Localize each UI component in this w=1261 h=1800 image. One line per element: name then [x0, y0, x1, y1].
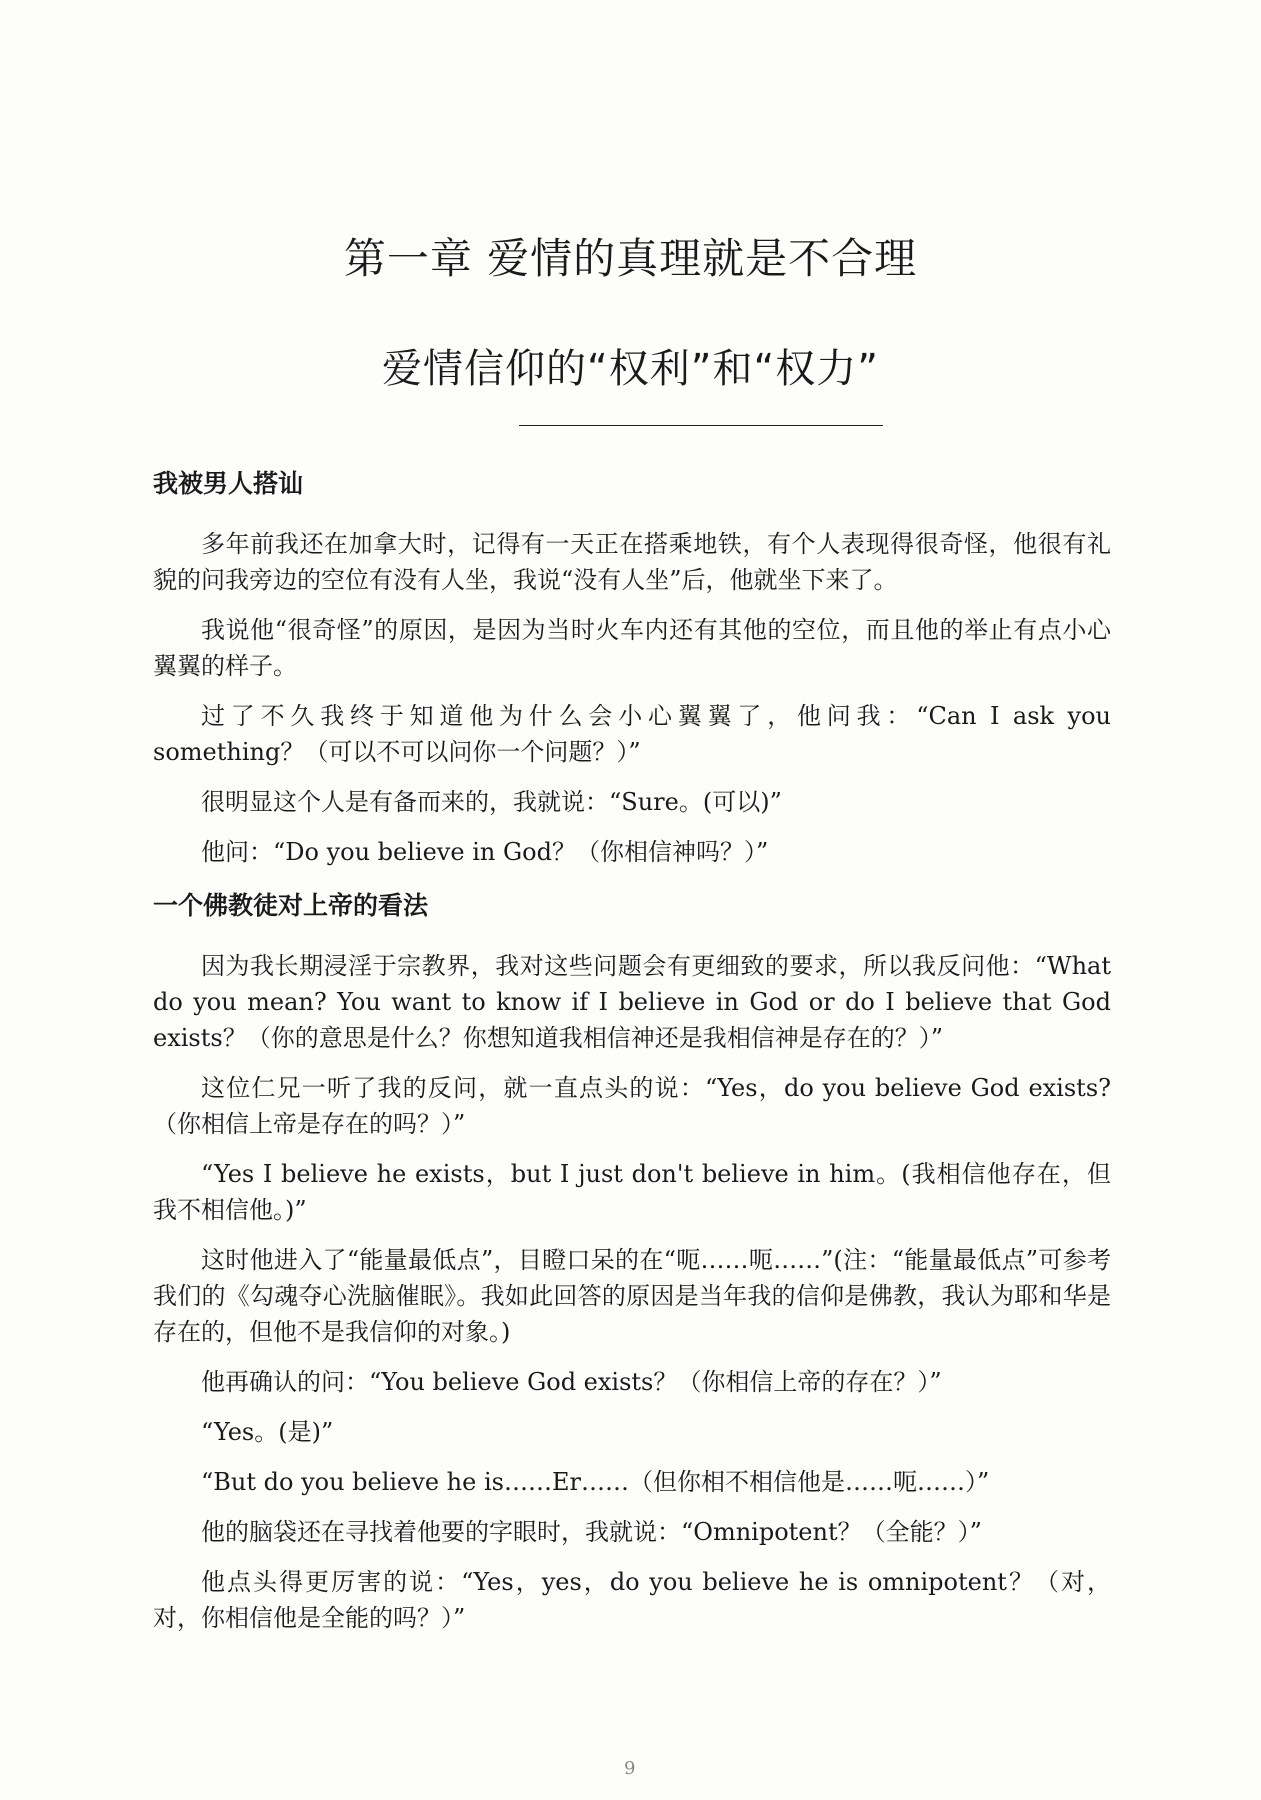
body-text	[153, 462, 1111, 1650]
paragraph: 他再确认的问：“You believe God exists？（你相信上帝的存在？）”	[201, 1368, 942, 1396]
paragraph: 因为我长期浸淫于宗教界，我对这些问题会有更细致的要求，所以我反问他：“What do you mean? You want to know if I believe in God or do I believe that God exists？（你的意思是什么？你想知道我相信神还是我相信神是存在的？）”	[153, 952, 1111, 1052]
subheading-buddhist-view-of-god: 一个佛教徒对上帝的看法	[153, 891, 429, 920]
paragraph: 我说他“很奇怪”的原因，是因为当时火车内还有其他的空位，而且他的举止有点小心翼翼的样子。	[153, 616, 1111, 680]
paragraph: “But do you believe he is……Er……（但你相不相信他是……呃……）”	[201, 1468, 990, 1496]
paragraph: 他的脑袋还在寻找着他要的字眼时，我就说：“Omnipotent？（全能？）”	[201, 1518, 982, 1546]
paragraph: 这时他进入了“能量最低点”，目瞪口呆的在“呃……呃……”(注：“能量最低点”可参考我们的《勾魂夺心洗脑催眠》。我如此回答的原因是当年我的信仰是佛教，我认为耶和华是存在的，但他不是我信仰的对象。)	[153, 1246, 1111, 1346]
paragraph: “Yes I believe he exists，but I just don't believe in him。(我相信他存在，但我不相信他。)”	[153, 1160, 1111, 1224]
section-title: 爱情信仰的“权利”和“权力”	[382, 346, 879, 392]
paragraph: 他点头得更厉害的说：“Yes，yes，do you believe he is omnipotent？（对，对，你相信他是全能的吗？）”	[153, 1568, 1111, 1632]
paragraph: 这位仁兄一听了我的反问，就一直点头的说：“Yes，do you believe God exists?（你相信上帝是存在的吗？）”	[153, 1074, 1111, 1138]
paragraph: 很明显这个人是有备而来的，我就说：“Sure。(可以)”	[201, 788, 782, 816]
title-divider	[519, 425, 883, 426]
chapter-title: 第一章 爱情的真理就是不合理	[343, 234, 918, 283]
subheading-approached-by-man: 我被男人搭讪	[153, 469, 304, 498]
page-number: 9	[624, 1758, 636, 1779]
paragraph: 多年前我还在加拿大时，记得有一天正在搭乘地铁，有个人表现得很奇怪，他很有礼貌的问我旁边的空位有没有人坐，我说“没有人坐”后，他就坐下来了。	[153, 530, 1111, 594]
paragraph: 过了不久我终于知道他为什么会小心翼翼了，他问我：“Can I ask you something？（可以不可以问你一个问题？）”	[153, 702, 1111, 766]
paragraph: “Yes。(是)”	[201, 1418, 334, 1446]
paragraph: 他问：“Do you believe in God？（你相信神吗？）”	[201, 838, 769, 866]
